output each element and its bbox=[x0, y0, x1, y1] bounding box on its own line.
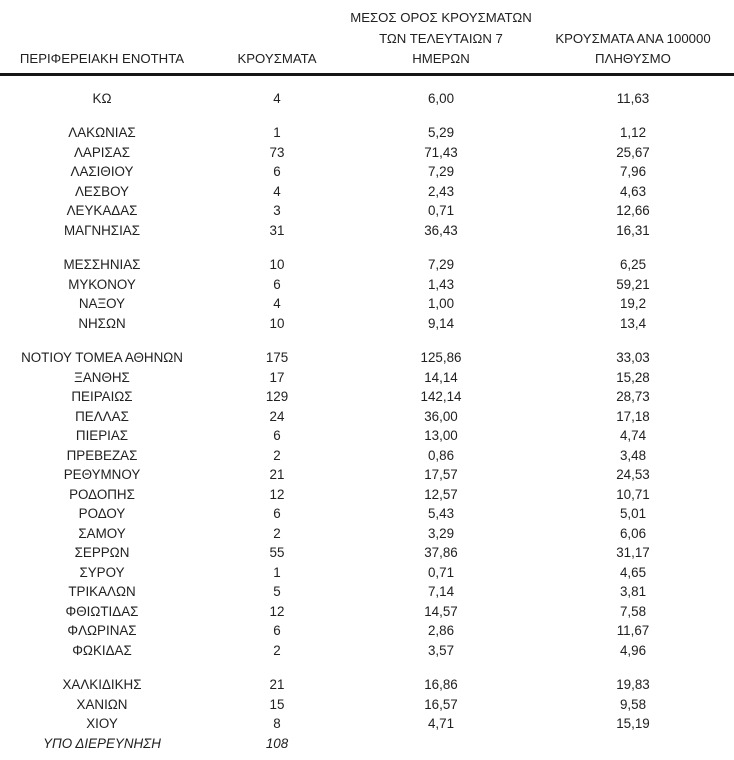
cell-avg7: 2,43 bbox=[427, 183, 455, 199]
cell-region: ΚΩ bbox=[92, 90, 112, 106]
table-row bbox=[0, 162, 734, 182]
cell-avg7: 36,00 bbox=[424, 408, 458, 424]
cell-avg7: 1,43 bbox=[427, 276, 455, 292]
cell-cases: 4 bbox=[273, 183, 281, 199]
spacer-cell bbox=[0, 108, 734, 123]
cell-cases: 5 bbox=[273, 584, 281, 600]
cell-avg7: 37,86 bbox=[424, 545, 458, 561]
group-spacer-row bbox=[0, 108, 734, 123]
cell-cases: 6 bbox=[273, 623, 281, 639]
cell-per100k: 12,66 bbox=[616, 203, 650, 219]
table-row bbox=[0, 504, 734, 524]
cell-cases: 21 bbox=[269, 467, 285, 483]
cell-per100k: 31,17 bbox=[616, 545, 650, 561]
table-row bbox=[0, 621, 734, 641]
cell-avg7: 5,43 bbox=[427, 506, 455, 522]
column-header-avg7 bbox=[350, 8, 532, 74]
cell-region: ΠΕΛΛΑΣ bbox=[75, 408, 129, 424]
table-row bbox=[0, 543, 734, 563]
cell-per100k: 7,96 bbox=[619, 164, 647, 180]
cell-cases: 73 bbox=[269, 144, 285, 160]
cell-per100k: 4,63 bbox=[619, 183, 647, 199]
cell-cases: 108 bbox=[265, 735, 289, 751]
cell-per100k: 5,01 bbox=[619, 506, 647, 522]
group-spacer-row bbox=[0, 240, 734, 255]
group-spacer-row bbox=[0, 74, 734, 89]
column-header-cases-label: ΚΡΟΥΣΜΑΤΑ bbox=[237, 51, 317, 66]
cell-cases: 2 bbox=[273, 525, 281, 541]
cell-region: ΧΑΝΙΩΝ bbox=[76, 696, 128, 712]
cell-avg7: 9,14 bbox=[427, 315, 455, 331]
cell-region: ΠΕΙΡΑΙΩΣ bbox=[71, 389, 133, 405]
cell-per100k: 15,28 bbox=[616, 369, 650, 385]
per100k-header-line-2: ΠΛΗΘΥΣΜΟ bbox=[595, 51, 671, 66]
cell-per100k: 6,06 bbox=[619, 525, 647, 541]
cell-region: ΡΟΔΟΠΗΣ bbox=[69, 486, 135, 502]
table-row bbox=[0, 182, 734, 202]
cell-per100k: 16,31 bbox=[616, 222, 650, 238]
cell-region: ΛΕΥΚΑΔΑΣ bbox=[66, 203, 138, 219]
cell-cases: 129 bbox=[265, 389, 289, 405]
cell-avg7: 17,57 bbox=[424, 467, 458, 483]
cell-cases: 1 bbox=[273, 125, 281, 141]
cell-per100k: 4,96 bbox=[619, 642, 647, 658]
spacer-cell bbox=[0, 660, 734, 675]
table-row bbox=[0, 387, 734, 407]
spacer-cell bbox=[0, 333, 734, 348]
table-row bbox=[0, 368, 734, 388]
cell-region: ΥΠΟ ΔΙΕΡΕΥΝΗΣΗ bbox=[43, 735, 161, 751]
cell-avg7: 12,57 bbox=[424, 486, 458, 502]
cell-region: ΝΟΤΙΟΥ ΤΟΜΕΑ ΑΘΗΝΩΝ bbox=[21, 350, 183, 366]
cell-region: ΣΥΡΟΥ bbox=[79, 564, 125, 580]
cell-region: ΦΛΩΡΙΝΑΣ bbox=[67, 623, 137, 639]
cell-per100k: 15,19 bbox=[616, 716, 650, 732]
cell-cases: 31 bbox=[269, 222, 285, 238]
cell-per100k: 24,53 bbox=[616, 467, 650, 483]
table-row bbox=[0, 602, 734, 622]
cell-per100k: 3,81 bbox=[619, 584, 647, 600]
cell-per100k: 1,12 bbox=[619, 125, 647, 141]
table-row bbox=[0, 426, 734, 446]
group-spacer-row bbox=[0, 333, 734, 348]
table-row bbox=[0, 221, 734, 241]
cell-avg7: 71,43 bbox=[424, 144, 458, 160]
cell-cases: 6 bbox=[273, 164, 281, 180]
cell-region: ΣΕΡΡΩΝ bbox=[74, 545, 130, 561]
column-header-region bbox=[0, 8, 204, 74]
cell-region: ΦΩΚΙΔΑΣ bbox=[72, 642, 132, 658]
cell-avg7: 2,86 bbox=[427, 623, 455, 639]
cell-avg7: 13,00 bbox=[424, 428, 458, 444]
table-row bbox=[0, 89, 734, 109]
cell-per100k: 33,03 bbox=[616, 350, 650, 366]
cell-region: ΜΥΚΟΝΟΥ bbox=[68, 276, 136, 292]
column-header-avg7-label bbox=[334, 8, 548, 70]
cell-avg7: 14,57 bbox=[424, 603, 458, 619]
cell-cases: 21 bbox=[269, 677, 285, 693]
column-header-cases bbox=[204, 8, 350, 74]
cell-region: ΤΡΙΚΑΛΩΝ bbox=[68, 584, 136, 600]
cell-per100k: 4,74 bbox=[619, 428, 647, 444]
cell-per100k: 19,83 bbox=[616, 677, 650, 693]
cell-avg7: 16,86 bbox=[424, 677, 458, 693]
table-row bbox=[0, 255, 734, 275]
cell-region: ΜΕΣΣΗΝΙΑΣ bbox=[63, 257, 141, 273]
table-row bbox=[0, 582, 734, 602]
cell-per100k: 7,58 bbox=[619, 603, 647, 619]
cell-avg7: 0,71 bbox=[427, 203, 455, 219]
table-row bbox=[0, 407, 734, 427]
cell-per100k: 3,48 bbox=[619, 447, 647, 463]
table-row bbox=[0, 734, 734, 754]
table-row bbox=[0, 314, 734, 334]
cell-avg7: 5,29 bbox=[427, 125, 455, 141]
cell-cases: 24 bbox=[269, 408, 285, 424]
cell-cases: 15 bbox=[269, 696, 285, 712]
table-row bbox=[0, 485, 734, 505]
cell-avg7: 7,29 bbox=[427, 164, 455, 180]
table-row bbox=[0, 294, 734, 314]
cell-avg7: 36,43 bbox=[424, 222, 458, 238]
column-header-region-label: ΠΕΡΙΦΕΡΕΙΑΚΗ ΕΝΟΤΗΤΑ bbox=[19, 51, 185, 66]
table-row bbox=[0, 695, 734, 715]
cell-cases: 6 bbox=[273, 506, 281, 522]
cell-region: ΣΑΜΟΥ bbox=[78, 525, 126, 541]
cell-region: ΛΕΣΒΟΥ bbox=[74, 183, 129, 199]
cell-cases: 17 bbox=[269, 369, 285, 385]
cell-avg7: 142,14 bbox=[420, 389, 462, 405]
cell-cases: 3 bbox=[273, 203, 281, 219]
spacer-cell bbox=[0, 240, 734, 255]
cell-cases: 2 bbox=[273, 642, 281, 658]
cell-avg7: 4,71 bbox=[427, 716, 455, 732]
cell-region: ΛΑΡΙΣΑΣ bbox=[73, 144, 130, 160]
cell-cases: 12 bbox=[269, 603, 285, 619]
regional-cases-table bbox=[0, 8, 734, 753]
cell-cases: 6 bbox=[273, 428, 281, 444]
cell-cases: 10 bbox=[269, 257, 285, 273]
cell-per100k: 25,67 bbox=[616, 144, 650, 160]
cell-per100k: 6,25 bbox=[619, 257, 647, 273]
cell-per100k: 59,21 bbox=[616, 276, 650, 292]
cell-per100k: 28,73 bbox=[616, 389, 650, 405]
cell-region: ΡΕΘΥΜΝΟΥ bbox=[63, 467, 141, 483]
spacer-cell bbox=[0, 74, 734, 89]
avg7-header-line-2: ΤΩΝ ΤΕΛΕΥΤΑΙΩΝ 7 bbox=[379, 30, 503, 46]
cell-region: ΧΑΛΚΙΔΙΚΗΣ bbox=[62, 677, 142, 693]
table-row bbox=[0, 675, 734, 695]
cell-avg7: 3,57 bbox=[427, 642, 455, 658]
cell-per100k: 9,58 bbox=[619, 696, 647, 712]
cell-avg7: 7,14 bbox=[427, 584, 455, 600]
cell-cases: 1 bbox=[273, 564, 281, 580]
cell-per100k: 11,67 bbox=[616, 623, 650, 639]
cell-region: ΝΗΣΩΝ bbox=[78, 315, 126, 331]
column-header-per100k bbox=[532, 8, 734, 74]
header-row bbox=[0, 8, 734, 74]
cell-cases: 4 bbox=[273, 296, 281, 312]
table-row bbox=[0, 524, 734, 544]
cell-avg7: 0,71 bbox=[427, 564, 455, 580]
cell-cases: 55 bbox=[269, 545, 285, 561]
cell-region: ΠΡΕΒΕΖΑΣ bbox=[66, 447, 138, 463]
cell-avg7: 6,00 bbox=[427, 90, 455, 106]
cell-per100k: 10,71 bbox=[616, 486, 650, 502]
cell-avg7: 0,86 bbox=[427, 447, 455, 463]
avg7-header-line-3: ΗΜΕΡΩΝ bbox=[412, 51, 470, 66]
cell-cases: 175 bbox=[265, 350, 289, 366]
cell-cases: 6 bbox=[273, 276, 281, 292]
cell-region: ΜΑΓΝΗΣΙΑΣ bbox=[63, 222, 140, 238]
table-row bbox=[0, 143, 734, 163]
table-body bbox=[0, 74, 734, 753]
table-row bbox=[0, 201, 734, 221]
cell-region: ΧΙΟΥ bbox=[86, 716, 118, 732]
cell-avg7: 125,86 bbox=[420, 350, 462, 366]
cell-cases: 2 bbox=[273, 447, 281, 463]
cell-avg7: 16,57 bbox=[424, 696, 458, 712]
cell-cases: 4 bbox=[273, 90, 281, 106]
cell-region: ΝΑΞΟΥ bbox=[78, 296, 126, 312]
cell-region: ΦΘΙΩΤΙΔΑΣ bbox=[65, 603, 139, 619]
cell-per100k: 4,65 bbox=[619, 564, 647, 580]
group-spacer-row bbox=[0, 660, 734, 675]
cell-region: ΡΟΔΟΥ bbox=[78, 506, 126, 522]
avg7-header-line-1: ΜΕΣΟΣ ΟΡΟΣ ΚΡΟΥΣΜΑΤΩΝ bbox=[350, 10, 532, 25]
cell-avg7: 1,00 bbox=[427, 296, 455, 312]
cell-per100k bbox=[532, 734, 734, 754]
table-row bbox=[0, 348, 734, 368]
cell-cases: 10 bbox=[269, 315, 285, 331]
cell-per100k: 13,4 bbox=[619, 315, 647, 331]
table-row bbox=[0, 465, 734, 485]
cell-per100k: 19,2 bbox=[619, 296, 647, 312]
cell-avg7 bbox=[350, 734, 532, 754]
table-row bbox=[0, 275, 734, 295]
cell-cases: 8 bbox=[273, 716, 281, 732]
cell-region: ΛΑΚΩΝΙΑΣ bbox=[68, 125, 136, 141]
cell-avg7: 14,14 bbox=[424, 369, 458, 385]
table-header bbox=[0, 8, 734, 74]
cell-per100k: 17,18 bbox=[616, 408, 650, 424]
cell-avg7: 7,29 bbox=[427, 257, 455, 273]
table-row bbox=[0, 641, 734, 661]
table-row bbox=[0, 563, 734, 583]
table-row bbox=[0, 123, 734, 143]
per100k-header-line-1: ΚΡΟΥΣΜΑΤΑ ΑΝΑ 100000 bbox=[555, 30, 711, 46]
cell-cases: 12 bbox=[269, 486, 285, 502]
table-row bbox=[0, 714, 734, 734]
cell-region: ΞΑΝΘΗΣ bbox=[74, 369, 130, 385]
table-row bbox=[0, 446, 734, 466]
cell-region: ΛΑΣΙΘΙΟΥ bbox=[70, 164, 134, 180]
cell-avg7: 3,29 bbox=[427, 525, 455, 541]
cell-region: ΠΙΕΡΙΑΣ bbox=[75, 428, 129, 444]
cell-per100k: 11,63 bbox=[616, 90, 650, 106]
